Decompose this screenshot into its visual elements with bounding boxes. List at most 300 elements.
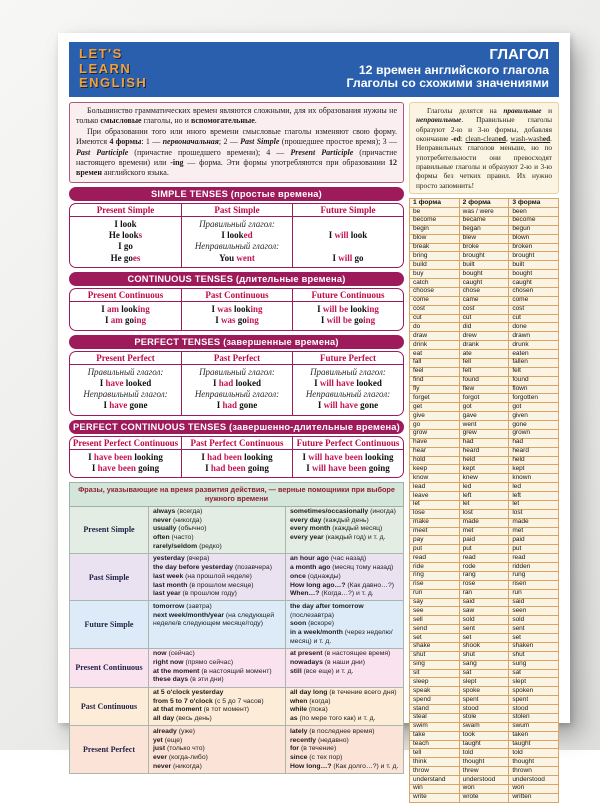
verb-form-cell: feel xyxy=(410,367,460,376)
verb-form-cell: drew xyxy=(459,332,509,341)
verb-form-cell: told xyxy=(459,749,509,758)
phrases-col1: at 5 o'clock yesterday from 5 to 7 o'clock (с 5 до 7 часов) at that moment (в тот момент) all day (весь день) xyxy=(149,687,286,726)
verb-form-cell: speak xyxy=(410,687,460,696)
verb-form-cell: had xyxy=(509,438,559,447)
verb-form-cell: taken xyxy=(509,731,559,740)
verb-row xyxy=(410,571,559,580)
phrases-table xyxy=(69,482,404,773)
verb-form-cell: cost xyxy=(459,305,509,314)
verb-form-cell: grow xyxy=(410,429,460,438)
tense-section xyxy=(69,187,404,268)
verb-form-cell: won xyxy=(459,784,509,793)
verb-form-cell: run xyxy=(509,589,559,598)
verb-row xyxy=(410,208,559,217)
tense-example-line: I look xyxy=(114,218,137,229)
tense-example-line: I had been looking xyxy=(201,451,273,462)
verb-form-cell: hear xyxy=(410,447,460,456)
verb-form-cell: broken xyxy=(509,243,559,252)
verb-form-cell: tell xyxy=(410,749,460,758)
phrases-col2: at present (в настоящее время) nowadays (в наши дни) still (все еще) и т. д. xyxy=(286,648,404,687)
verb-form-cell: fall xyxy=(410,358,460,367)
tense-examples-cell xyxy=(181,450,292,478)
verb-form-cell: draw xyxy=(410,332,460,341)
phrases-tense-label: Past Continuous xyxy=(70,687,149,726)
verb-form-cell: put xyxy=(459,545,509,554)
verb-form-cell: know xyxy=(410,474,460,483)
verb-form-cell: let xyxy=(509,500,559,509)
verb-form-cell: buy xyxy=(410,270,460,279)
verb-form-cell: choose xyxy=(410,287,460,296)
verb-form-cell: think xyxy=(410,758,460,767)
tense-table xyxy=(69,436,404,479)
verb-row xyxy=(410,554,559,563)
verb-row xyxy=(410,296,559,305)
verb-form-cell: read xyxy=(459,554,509,563)
tense-table-body-row xyxy=(70,302,403,330)
tense-example-line: He looks xyxy=(108,230,143,241)
verb-row xyxy=(410,350,559,359)
verb-form-cell: sold xyxy=(459,616,509,625)
verb-form-cell: send xyxy=(410,625,460,634)
intro-right-block xyxy=(409,102,559,194)
verb-row xyxy=(410,385,559,394)
verb-form-cell: began xyxy=(459,225,509,234)
tense-example-line: I looked xyxy=(221,230,253,241)
grammar-card xyxy=(58,33,570,801)
verb-form-cell: rise xyxy=(410,580,460,589)
tense-table-header-row xyxy=(70,204,403,217)
title-main: ГЛАГОЛ xyxy=(489,46,549,63)
tense-example-line: Неправильный глагол: xyxy=(194,241,280,252)
verb-row xyxy=(410,305,559,314)
phrases-col2: sometimes/occasionally (иногда) every day (каждый день) every month (каждый месяц) every year (каждый год) и т. д. xyxy=(286,506,404,553)
verb-form-cell: brought xyxy=(459,252,509,261)
tense-example-line: I am going xyxy=(104,315,147,326)
tense-example-line: Правильный глагол: xyxy=(310,366,386,377)
tense-examples-cell xyxy=(292,365,403,415)
verb-form-cell: caught xyxy=(509,279,559,288)
verb-form-cell: shut xyxy=(509,651,559,660)
tense-example-line: I go xyxy=(118,241,133,252)
tense-examples-cell xyxy=(292,450,403,478)
tense-column-header: Past Perfect xyxy=(181,352,292,365)
verb-form-cell: stand xyxy=(410,705,460,714)
verb-form-cell: stood xyxy=(459,705,509,714)
verb-row xyxy=(410,784,559,793)
tense-example-line: I have been going xyxy=(91,463,160,474)
tense-example-line: I had gone xyxy=(216,400,258,411)
verb-form-cell: eat xyxy=(410,350,460,359)
verb-form-cell: drank xyxy=(459,341,509,350)
phrases-col2: all day long (в течение всего дня) when (когда) while (пока) as (по мере того как) и т. д. xyxy=(286,687,404,726)
tense-column-header: Future Simple xyxy=(292,204,403,217)
tense-example-line: I will have gone xyxy=(317,400,379,411)
tense-section xyxy=(69,420,404,479)
verb-row xyxy=(410,740,559,749)
verbs-column-header: 1 форма xyxy=(410,198,460,207)
verb-form-cell: swim xyxy=(410,722,460,731)
verb-form-cell: understand xyxy=(410,776,460,785)
verb-form-cell: written xyxy=(509,793,559,802)
verb-form-cell: rode xyxy=(459,563,509,572)
verb-form-cell: shut xyxy=(459,651,509,660)
verb-row xyxy=(410,651,559,660)
verb-form-cell: ran xyxy=(459,589,509,598)
phrases-col1: always (всегда) never (никогда) usually (обычно) often (часто) rarely/seldom (редко) xyxy=(149,506,286,553)
verb-form-cell: do xyxy=(410,323,460,332)
verb-form-cell: read xyxy=(410,554,460,563)
tense-example-line: I have gone xyxy=(103,400,148,411)
verb-form-cell: give xyxy=(410,412,460,421)
verb-form-cell: have xyxy=(410,438,460,447)
verb-row xyxy=(410,705,559,714)
verb-form-cell: built xyxy=(459,261,509,270)
verb-row xyxy=(410,678,559,687)
phrases-col1: already (уже) yet (еще) just (только что) ever (когда-либо) never (никогда) xyxy=(149,726,286,773)
verb-row xyxy=(410,456,559,465)
verb-form-cell: swum xyxy=(509,722,559,731)
verb-form-cell: go xyxy=(410,421,460,430)
verb-form-cell: felt xyxy=(459,367,509,376)
verb-form-cell: held xyxy=(509,456,559,465)
verb-form-cell: drink xyxy=(410,341,460,350)
verb-form-cell: won xyxy=(509,784,559,793)
verb-row xyxy=(410,429,559,438)
verb-row xyxy=(410,270,559,279)
tense-section-title: CONTINUOUS TENSES (длительные времена) xyxy=(69,272,404,286)
verb-form-cell: took xyxy=(459,731,509,740)
verb-row xyxy=(410,634,559,643)
verb-form-cell: let xyxy=(410,500,460,509)
tense-column-header: Future Continuous xyxy=(292,289,403,302)
tense-example-line: Неправильный глагол: xyxy=(305,389,391,400)
logo-line: LET'S xyxy=(79,46,123,62)
verb-form-cell: set xyxy=(459,634,509,643)
verb-form-cell: blew xyxy=(459,234,509,243)
intro-left-paragraph-2: При образовании того или иного времени смысловые глаголы изменяют свою форму. Имеются 4 формы: 1 — первоначальная; 2 — Past Simple (прошедшее простое время); 3 — Past Participle (причастие прошедшего времени); 4 — Present Participle (причастие настоящего времени) или -ing — форма. Эти формы употребляются при образовании 12 времен английского языка. xyxy=(76,126,398,178)
verb-form-cell: rose xyxy=(459,580,509,589)
verb-form-cell: given xyxy=(509,412,559,421)
verb-form-cell: forgot xyxy=(459,394,509,403)
verb-form-cell: thought xyxy=(509,758,559,767)
verb-form-cell: slept xyxy=(509,678,559,687)
left-column xyxy=(69,102,404,803)
verb-form-cell: cut xyxy=(459,314,509,323)
verb-row xyxy=(410,598,559,607)
tense-example-line: Правильный глагол: xyxy=(87,366,164,377)
verb-form-cell: bring xyxy=(410,252,460,261)
verb-form-cell: understood xyxy=(509,776,559,785)
tense-table-body-row xyxy=(70,450,403,478)
verbs-column-header: 2 форма xyxy=(459,198,509,207)
verb-form-cell: hold xyxy=(410,456,460,465)
tense-example-line: I was looking xyxy=(211,303,263,314)
verb-form-cell: write xyxy=(410,793,460,802)
tense-example-line: He goes xyxy=(110,252,141,263)
verb-form-cell: spoke xyxy=(459,687,509,696)
verb-form-cell: stood xyxy=(509,705,559,714)
verb-form-cell: meet xyxy=(410,527,460,536)
logo-line: LEARN xyxy=(79,60,132,76)
tense-example-line: I will have been going xyxy=(306,463,390,474)
tense-example-line: Неправильный глагол: xyxy=(83,389,168,400)
verb-form-cell: rung xyxy=(509,571,559,580)
intro-right-paragraph: Глаголы делятся на правильные и неправильные. Правильные глаголы образуют 2-ю и 3-ю формы, добавляя окончание -ed: clean-cleaned, wash-washed. Неправильных глаголов меньше, но по употребительности они превосходят правильные глаголы и образуют 2-ю и 3-ю формы без четких правил. Их нужно просто запомнить! xyxy=(416,106,552,190)
tense-column-header: Present Simple xyxy=(70,204,181,217)
verb-form-cell: catch xyxy=(410,279,460,288)
tense-example-line: I am looking xyxy=(101,303,150,314)
tense-column-header: Present Continuous xyxy=(70,289,181,302)
verb-form-cell: cost xyxy=(509,305,559,314)
verb-form-cell: read xyxy=(509,554,559,563)
verb-row xyxy=(410,252,559,261)
verb-form-cell: swam xyxy=(459,722,509,731)
verb-row xyxy=(410,438,559,447)
verb-form-cell: brought xyxy=(509,252,559,261)
tense-table-header-row xyxy=(70,437,403,450)
verb-row xyxy=(410,323,559,332)
tense-example-line: I will go xyxy=(332,252,364,263)
irregular-verbs-table xyxy=(409,198,559,803)
verb-form-cell: paid xyxy=(459,536,509,545)
verb-form-cell: begin xyxy=(410,225,460,234)
verb-form-cell: left xyxy=(459,492,509,501)
verb-form-cell: fell xyxy=(459,358,509,367)
right-column xyxy=(409,102,559,803)
verb-form-cell: made xyxy=(459,518,509,527)
verb-form-cell: lost xyxy=(459,509,509,518)
verb-row xyxy=(410,536,559,545)
verb-form-cell: slept xyxy=(459,678,509,687)
verb-form-cell: grew xyxy=(459,429,509,438)
verb-row xyxy=(410,589,559,598)
tense-table-header-row xyxy=(70,352,403,365)
verb-row xyxy=(410,793,559,802)
verb-form-cell: known xyxy=(509,474,559,483)
verb-form-cell: forgotten xyxy=(509,394,559,403)
verb-form-cell: see xyxy=(410,607,460,616)
tense-examples-cell xyxy=(292,302,403,330)
verb-form-cell: put xyxy=(410,545,460,554)
verb-form-cell: stolen xyxy=(509,713,559,722)
verb-form-cell: break xyxy=(410,243,460,252)
verb-form-cell: sent xyxy=(459,625,509,634)
verb-form-cell: flew xyxy=(459,385,509,394)
tense-examples-cell xyxy=(181,365,292,415)
verb-form-cell: found xyxy=(459,376,509,385)
phrases-row xyxy=(70,726,404,773)
tense-examples-cell xyxy=(292,217,403,267)
verb-form-cell: held xyxy=(459,456,509,465)
verb-form-cell: let xyxy=(459,500,509,509)
verb-form-cell: fallen xyxy=(509,358,559,367)
verb-form-cell: shake xyxy=(410,642,460,651)
verb-form-cell: caught xyxy=(459,279,509,288)
verb-form-cell: ridden xyxy=(509,563,559,572)
tense-section xyxy=(69,272,404,331)
verb-form-cell: pay xyxy=(410,536,460,545)
verb-row xyxy=(410,758,559,767)
verb-row xyxy=(410,216,559,225)
verb-row xyxy=(410,261,559,270)
verb-row xyxy=(410,358,559,367)
verb-form-cell: rang xyxy=(459,571,509,580)
tense-table-header-row xyxy=(70,289,403,302)
tense-example-line: I will be looking xyxy=(317,303,379,314)
tense-column-header: Present Perfect xyxy=(70,352,181,365)
verb-form-cell: done xyxy=(509,323,559,332)
phrases-tense-label: Future Simple xyxy=(70,601,149,648)
tense-examples-cell xyxy=(181,217,292,267)
verb-row xyxy=(410,314,559,323)
verb-form-cell: grown xyxy=(509,429,559,438)
verb-row xyxy=(410,234,559,243)
logo-line: ENGLISH xyxy=(79,75,148,91)
verb-form-cell: risen xyxy=(509,580,559,589)
verb-row xyxy=(410,616,559,625)
verb-form-cell: forget xyxy=(410,394,460,403)
tense-section-title: SIMPLE TENSES (простые времена) xyxy=(69,187,404,201)
phrases-col2: an hour ago (час назад) a month ago (месяц тому назад) once (однажды) How long ago…? (Как давно…?) When…? (Когда…?) и т. д. xyxy=(286,553,404,600)
verb-form-cell: cut xyxy=(410,314,460,323)
verb-form-cell: blown xyxy=(509,234,559,243)
tense-section-title: PERFECT CONTINUOUS TENSES (завершенно-длительные времена) xyxy=(69,420,404,434)
verb-form-cell: steal xyxy=(410,713,460,722)
tense-example-line: You went xyxy=(219,252,255,263)
verb-row xyxy=(410,625,559,634)
verb-form-cell: sung xyxy=(509,660,559,669)
verb-form-cell: sit xyxy=(410,669,460,678)
verb-form-cell: built xyxy=(509,261,559,270)
verb-form-cell: throw xyxy=(410,767,460,776)
verb-form-cell: had xyxy=(459,438,509,447)
verb-row xyxy=(410,509,559,518)
verb-form-cell: sang xyxy=(459,660,509,669)
verb-form-cell: led xyxy=(459,483,509,492)
verb-row xyxy=(410,403,559,412)
tense-examples-cell xyxy=(181,302,292,330)
verb-form-cell: broke xyxy=(459,243,509,252)
verb-row xyxy=(410,696,559,705)
verb-form-cell: found xyxy=(509,376,559,385)
verb-form-cell: been xyxy=(509,208,559,217)
verb-form-cell: leave xyxy=(410,492,460,501)
tense-examples-cell xyxy=(70,450,181,478)
phrases-row xyxy=(70,553,404,600)
tense-example-line: I had looked xyxy=(212,377,262,388)
tense-example-line: I will look xyxy=(328,230,368,241)
content-columns xyxy=(69,102,559,803)
verb-form-cell: fly xyxy=(410,385,460,394)
verb-form-cell: sleep xyxy=(410,678,460,687)
tense-example-line: Правильный глагол: xyxy=(199,218,275,229)
verb-form-cell: sat xyxy=(509,669,559,678)
verb-row xyxy=(410,483,559,492)
verb-form-cell: shook xyxy=(459,642,509,651)
phrases-col1: yesterday (вчера) the day before yesterday (позавчера) last week (на прошлой неделе) last month (в прошлом месяце) last year (в прошлом году) xyxy=(149,553,286,600)
verb-form-cell: ring xyxy=(410,571,460,580)
phrases-row xyxy=(70,506,404,553)
verb-form-cell: threw xyxy=(459,767,509,776)
verb-form-cell: take xyxy=(410,731,460,740)
verb-row xyxy=(410,731,559,740)
verb-form-cell: bought xyxy=(459,270,509,279)
tense-example-line xyxy=(295,219,401,230)
verb-form-cell: wrote xyxy=(459,793,509,802)
verb-row xyxy=(410,660,559,669)
phrases-header: Фразы, указывающие на время развития действия, — верные помощники при выборе нужного времени xyxy=(70,483,404,506)
verb-form-cell: win xyxy=(410,784,460,793)
verb-form-cell: come xyxy=(509,296,559,305)
verb-form-cell: shut xyxy=(410,651,460,660)
verb-form-cell: be xyxy=(410,208,460,217)
verb-row xyxy=(410,518,559,527)
verb-form-cell: got xyxy=(459,403,509,412)
logo xyxy=(79,47,147,91)
verb-row xyxy=(410,367,559,376)
phrases-col2: the day after tomorrow (послезавтра) soon (вскоре) in a week/month (через неделю/месяц) и т. д. xyxy=(286,601,404,648)
verb-row xyxy=(410,421,559,430)
tense-table xyxy=(69,351,404,416)
phrases-row xyxy=(70,687,404,726)
phrases-col2: lately (в последнее время) recently (недавно) for (в течение) since (с тех пор) How long…? (Как долго…?) и т. д. xyxy=(286,726,404,773)
verb-form-cell: became xyxy=(459,216,509,225)
verb-form-cell: sat xyxy=(459,669,509,678)
tense-example-line: I have been looking xyxy=(88,451,163,462)
verb-form-cell: put xyxy=(509,545,559,554)
verb-form-cell: drunk xyxy=(509,341,559,350)
header-band xyxy=(69,42,559,97)
verb-form-cell: paid xyxy=(509,536,559,545)
verb-form-cell: make xyxy=(410,518,460,527)
verb-form-cell: blow xyxy=(410,234,460,243)
tense-table xyxy=(69,288,404,331)
verb-form-cell: chosen xyxy=(509,287,559,296)
verb-form-cell: shaken xyxy=(509,642,559,651)
verb-form-cell: get xyxy=(410,403,460,412)
verb-form-cell: chose xyxy=(459,287,509,296)
verb-form-cell: saw xyxy=(459,607,509,616)
verb-form-cell: build xyxy=(410,261,460,270)
verb-form-cell: was / were xyxy=(459,208,509,217)
verb-row xyxy=(410,243,559,252)
tense-examples-cell xyxy=(70,302,181,330)
intro-left-paragraph-1: Большинство грамматических времен являются сложными, для их образования нужны не только смысловые глаголы, но и вспомогательные. xyxy=(76,106,397,126)
verb-form-cell: kept xyxy=(509,465,559,474)
verb-form-cell: said xyxy=(459,598,509,607)
verb-form-cell: drawn xyxy=(509,332,559,341)
verb-form-cell: set xyxy=(410,634,460,643)
tense-column-header: Past Perfect Continuous xyxy=(181,437,292,450)
verb-form-cell: spoken xyxy=(509,687,559,696)
verb-form-cell: spent xyxy=(509,696,559,705)
verb-form-cell: say xyxy=(410,598,460,607)
verb-row xyxy=(410,225,559,234)
verb-form-cell: run xyxy=(410,589,460,598)
tense-example-line: I will have been looking xyxy=(302,451,394,462)
verb-row xyxy=(410,776,559,785)
verb-form-cell: taught xyxy=(509,740,559,749)
tense-table-body-row xyxy=(70,365,403,415)
verb-row xyxy=(410,474,559,483)
verb-form-cell: kept xyxy=(459,465,509,474)
verb-form-cell: sent xyxy=(509,625,559,634)
verb-row xyxy=(410,500,559,509)
verb-form-cell: met xyxy=(459,527,509,536)
verb-row xyxy=(410,447,559,456)
verb-row xyxy=(410,713,559,722)
tense-table xyxy=(69,203,404,268)
